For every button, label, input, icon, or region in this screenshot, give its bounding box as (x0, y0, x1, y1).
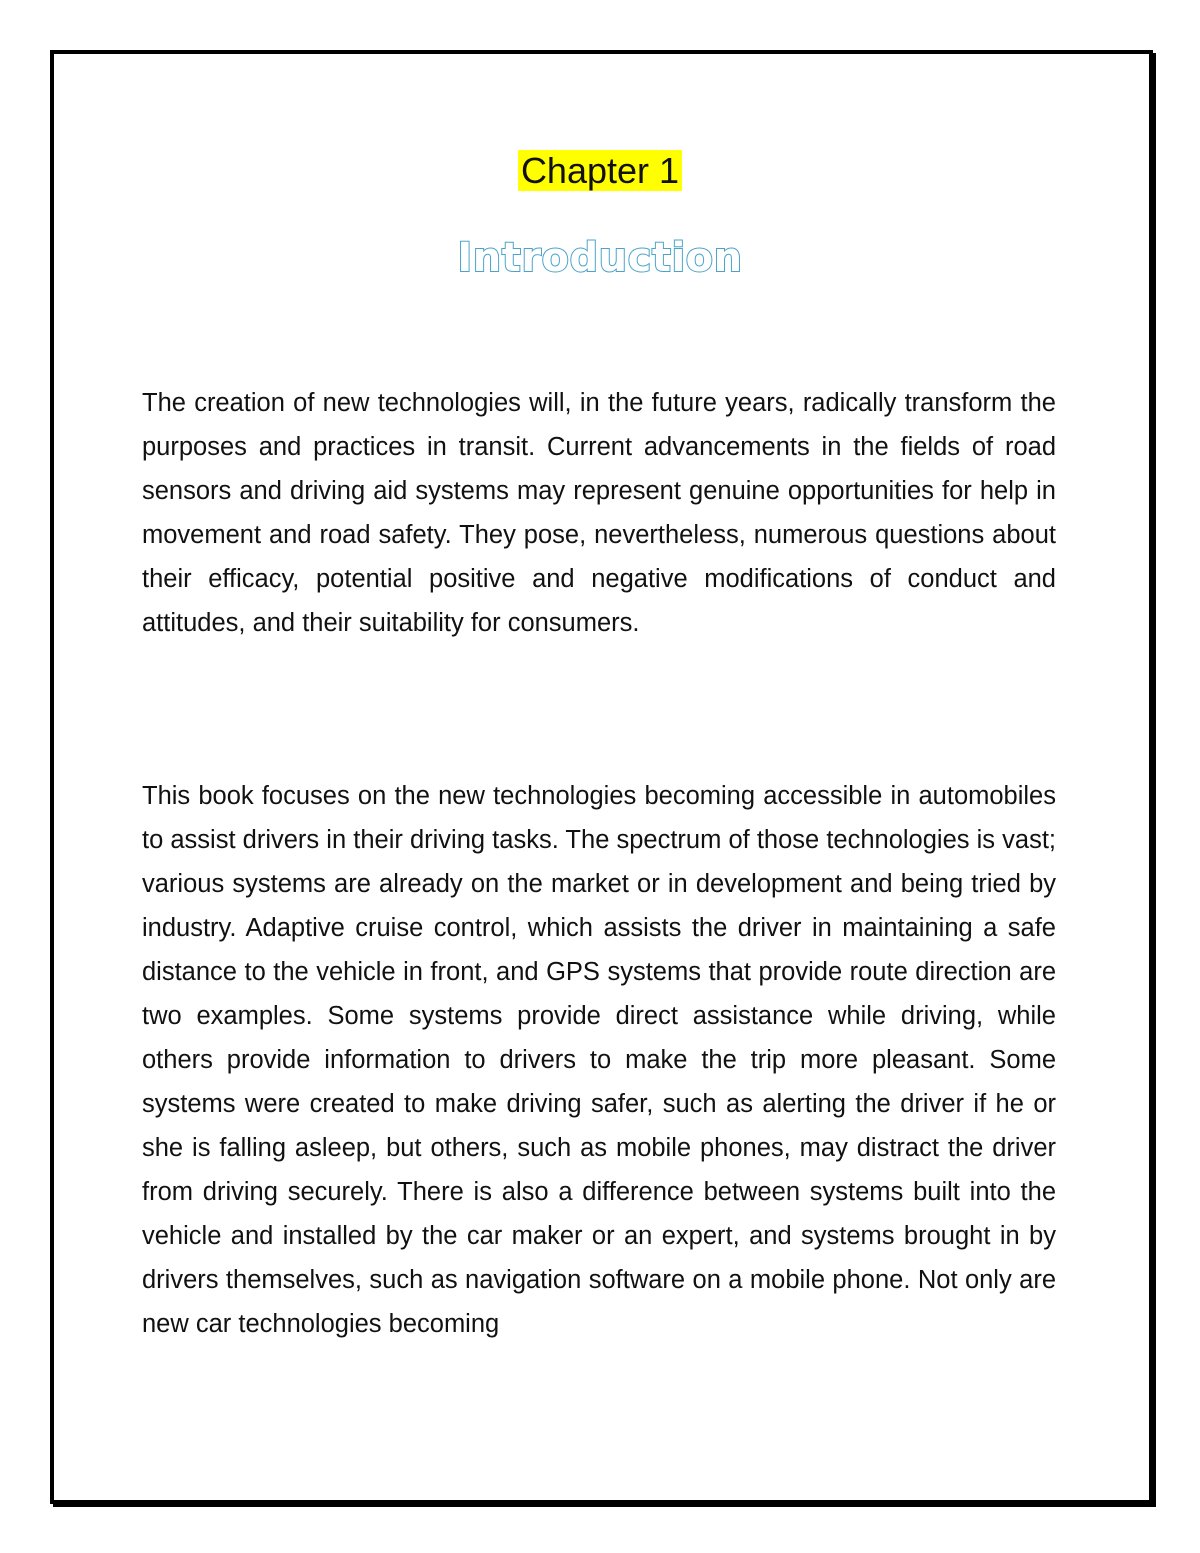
page-title: Introduction (457, 235, 743, 281)
chapter-label-text: Chapter 1 (518, 150, 682, 191)
paragraph-2: This book focuses on the new technologies becoming accessible in automobiles to assist drivers in their driving tasks. The spectrum of those technologies is vast; various systems are already on the market or in development and being tried by industry. Adaptive cruise control, which assists the driver in maintaining a safe distance to the vehicle in front, and GPS systems that provide route direction are two examples. Some systems provide direct assistance while driving, while others provide information to drivers to make the trip more pleasant. Some systems were created to make driving safer, such as alerting the driver if he or she is falling asleep, but others, such as mobile phones, may distract the driver from driving securely. There is also a difference between systems built into the vehicle and installed by the car maker or an expert, and systems brought in by drivers themselves, such as navigation software on a mobile phone. Not only are new car technologies becoming (142, 782, 1056, 1338)
chapter-label (0, 144, 1200, 198)
paragraph-1: The creation of new technologies will, in the future years, radically transform the purposes and practices in transit. Current advancements in the fields of road sensors and driving aid systems may represent genuine opportunities for help in movement and road safety. They pose, nevertheless, numerous questions about their efficacy, potential positive and negative modifications of conduct and attitudes, and their suitability for consumers. (142, 389, 1056, 637)
